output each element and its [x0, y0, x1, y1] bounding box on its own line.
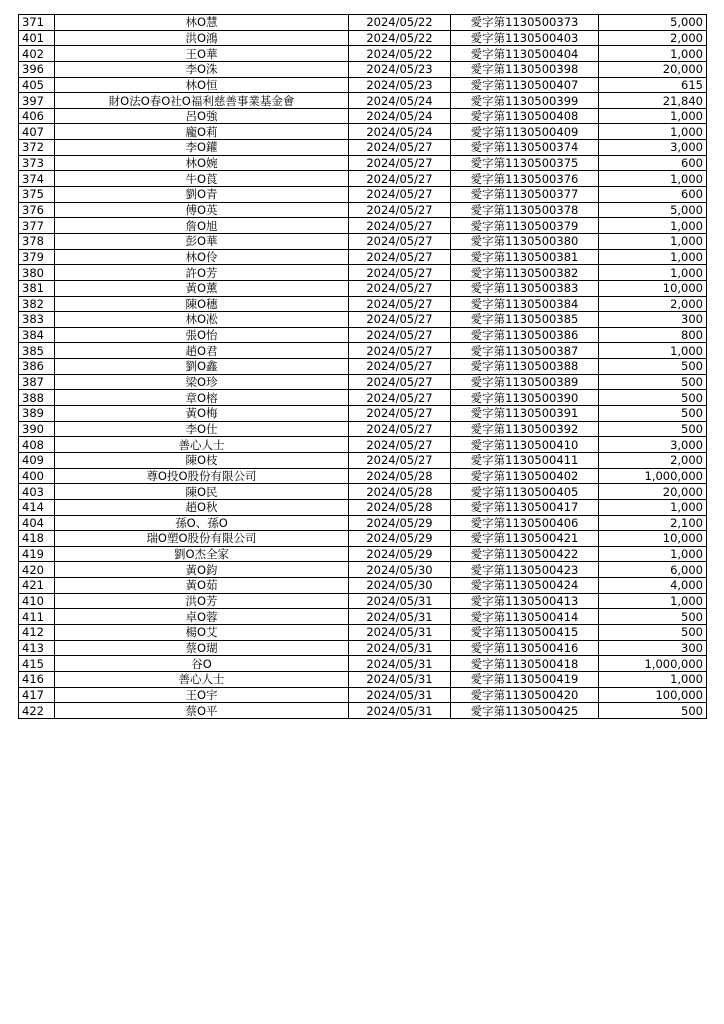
- record-number-cell: 375: [19, 187, 55, 203]
- donor-name-cell: 章O榕: [55, 390, 349, 406]
- table-row: [19, 359, 707, 375]
- donor-name-cell: 趙O秋: [55, 499, 349, 515]
- donor-name-cell: 李O洙: [55, 61, 349, 77]
- receipt-number-cell: 愛字第1130500413: [451, 593, 599, 609]
- record-number-cell: 384: [19, 327, 55, 343]
- receipt-number-cell: 愛字第1130500389: [451, 374, 599, 390]
- donation-amount-cell: 1,000: [599, 218, 707, 234]
- receipt-number-cell: 愛字第1130500378: [451, 202, 599, 218]
- donation-date-cell: 2024/05/31: [349, 624, 451, 640]
- receipt-number-cell: 愛字第1130500414: [451, 609, 599, 625]
- donation-date-cell: 2024/05/23: [349, 77, 451, 93]
- receipt-number-cell: 愛字第1130500418: [451, 656, 599, 672]
- record-number-cell: 386: [19, 359, 55, 375]
- receipt-number-cell: 愛字第1130500384: [451, 296, 599, 312]
- record-number-cell: 372: [19, 140, 55, 156]
- table-row: [19, 312, 707, 328]
- donor-name-cell: 劉O青: [55, 187, 349, 203]
- donation-date-cell: 2024/05/27: [349, 280, 451, 296]
- donor-name-cell: 牛O莨: [55, 171, 349, 187]
- table-row: [19, 77, 707, 93]
- table-row: [19, 108, 707, 124]
- receipt-number-cell: 愛字第1130500422: [451, 546, 599, 562]
- donor-name-cell: 蔡O平: [55, 703, 349, 719]
- donor-name-cell: 瑞O塑O股份有限公司: [55, 531, 349, 547]
- record-number-cell: 382: [19, 296, 55, 312]
- donor-name-cell: 梁O珍: [55, 374, 349, 390]
- donation-amount-cell: 20,000: [599, 61, 707, 77]
- donation-date-cell: 2024/05/27: [349, 327, 451, 343]
- record-number-cell: 402: [19, 46, 55, 62]
- donation-table: [18, 14, 707, 719]
- receipt-number-cell: 愛字第1130500379: [451, 218, 599, 234]
- table-row: [19, 218, 707, 234]
- donation-date-cell: 2024/05/27: [349, 140, 451, 156]
- donor-name-cell: 孫O、孫O: [55, 515, 349, 531]
- receipt-number-cell: 愛字第1130500407: [451, 77, 599, 93]
- table-row: [19, 140, 707, 156]
- donation-date-cell: 2024/05/27: [349, 296, 451, 312]
- receipt-number-cell: 愛字第1130500417: [451, 499, 599, 515]
- record-number-cell: 397: [19, 93, 55, 109]
- donation-amount-cell: 500: [599, 406, 707, 422]
- donation-amount-cell: 500: [599, 703, 707, 719]
- receipt-number-cell: 愛字第1130500420: [451, 687, 599, 703]
- receipt-number-cell: 愛字第1130500405: [451, 484, 599, 500]
- donation-amount-cell: 3,000: [599, 140, 707, 156]
- donor-name-cell: 許O芳: [55, 265, 349, 281]
- table-row: [19, 421, 707, 437]
- donation-amount-cell: 10,000: [599, 280, 707, 296]
- table-row: [19, 531, 707, 547]
- donor-name-cell: 呂O強: [55, 108, 349, 124]
- table-row: [19, 484, 707, 500]
- receipt-number-cell: 愛字第1130500408: [451, 108, 599, 124]
- record-number-cell: 390: [19, 421, 55, 437]
- donation-amount-cell: 800: [599, 327, 707, 343]
- donor-name-cell: 傅O英: [55, 202, 349, 218]
- record-number-cell: 407: [19, 124, 55, 140]
- donation-date-cell: 2024/05/27: [349, 171, 451, 187]
- table-row: [19, 202, 707, 218]
- donation-date-cell: 2024/05/27: [349, 265, 451, 281]
- receipt-number-cell: 愛字第1130500404: [451, 46, 599, 62]
- donation-date-cell: 2024/05/22: [349, 46, 451, 62]
- donation-amount-cell: 615: [599, 77, 707, 93]
- donation-amount-cell: 1,000,000: [599, 656, 707, 672]
- receipt-number-cell: 愛字第1130500399: [451, 93, 599, 109]
- record-number-cell: 383: [19, 312, 55, 328]
- donor-name-cell: 劉O杰全家: [55, 546, 349, 562]
- donation-amount-cell: 300: [599, 312, 707, 328]
- donor-name-cell: 尊O投O股份有限公司: [55, 468, 349, 484]
- record-number-cell: 416: [19, 671, 55, 687]
- record-number-cell: 380: [19, 265, 55, 281]
- table-row: [19, 452, 707, 468]
- record-number-cell: 421: [19, 578, 55, 594]
- table-row: [19, 468, 707, 484]
- table-row: [19, 515, 707, 531]
- record-number-cell: 406: [19, 108, 55, 124]
- receipt-number-cell: 愛字第1130500424: [451, 578, 599, 594]
- donation-date-cell: 2024/05/27: [349, 218, 451, 234]
- table-row: [19, 624, 707, 640]
- record-number-cell: 374: [19, 171, 55, 187]
- donation-amount-cell: 500: [599, 609, 707, 625]
- donation-amount-cell: 6,000: [599, 562, 707, 578]
- record-number-cell: 377: [19, 218, 55, 234]
- donation-amount-cell: 300: [599, 640, 707, 656]
- donation-date-cell: 2024/05/27: [349, 421, 451, 437]
- record-number-cell: 378: [19, 233, 55, 249]
- record-number-cell: 411: [19, 609, 55, 625]
- table-row: [19, 390, 707, 406]
- donor-name-cell: 善心人士: [55, 671, 349, 687]
- donation-date-cell: 2024/05/27: [349, 390, 451, 406]
- table-body: [19, 15, 707, 719]
- donation-amount-cell: 10,000: [599, 531, 707, 547]
- table-row: [19, 687, 707, 703]
- donation-amount-cell: 1,000: [599, 46, 707, 62]
- table-row: [19, 499, 707, 515]
- donation-date-cell: 2024/05/27: [349, 312, 451, 328]
- record-number-cell: 409: [19, 452, 55, 468]
- donation-amount-cell: 3,000: [599, 437, 707, 453]
- donor-name-cell: 陳O穗: [55, 296, 349, 312]
- donation-date-cell: 2024/05/29: [349, 546, 451, 562]
- record-number-cell: 420: [19, 562, 55, 578]
- table-row: [19, 374, 707, 390]
- donor-name-cell: 張O怡: [55, 327, 349, 343]
- table-row: [19, 656, 707, 672]
- donation-date-cell: 2024/05/27: [349, 187, 451, 203]
- donation-date-cell: 2024/05/27: [349, 202, 451, 218]
- record-number-cell: 404: [19, 515, 55, 531]
- donor-name-cell: 谷O: [55, 656, 349, 672]
- receipt-number-cell: 愛字第1130500419: [451, 671, 599, 687]
- donor-name-cell: 劉O鑫: [55, 359, 349, 375]
- table-row: [19, 30, 707, 46]
- receipt-number-cell: 愛字第1130500387: [451, 343, 599, 359]
- donation-amount-cell: 1,000: [599, 343, 707, 359]
- table-row: [19, 15, 707, 31]
- donor-name-cell: 黃O梅: [55, 406, 349, 422]
- donation-amount-cell: 1,000: [599, 249, 707, 265]
- donation-date-cell: 2024/05/22: [349, 30, 451, 46]
- table-row: [19, 187, 707, 203]
- receipt-number-cell: 愛字第1130500374: [451, 140, 599, 156]
- donation-date-cell: 2024/05/31: [349, 671, 451, 687]
- table-row: [19, 61, 707, 77]
- donation-amount-cell: 1,000: [599, 233, 707, 249]
- donation-amount-cell: 1,000: [599, 593, 707, 609]
- donation-date-cell: 2024/05/24: [349, 108, 451, 124]
- donation-amount-cell: 1,000: [599, 671, 707, 687]
- receipt-number-cell: 愛字第1130500390: [451, 390, 599, 406]
- record-number-cell: 396: [19, 61, 55, 77]
- donor-name-cell: 龐O莉: [55, 124, 349, 140]
- donation-amount-cell: 500: [599, 374, 707, 390]
- donor-name-cell: 黃O茹: [55, 578, 349, 594]
- receipt-number-cell: 愛字第1130500423: [451, 562, 599, 578]
- receipt-number-cell: 愛字第1130500425: [451, 703, 599, 719]
- record-number-cell: 412: [19, 624, 55, 640]
- donation-date-cell: 2024/05/31: [349, 640, 451, 656]
- record-number-cell: 376: [19, 202, 55, 218]
- table-row: [19, 249, 707, 265]
- donor-name-cell: 林O伶: [55, 249, 349, 265]
- receipt-number-cell: 愛字第1130500411: [451, 452, 599, 468]
- donation-amount-cell: 1,000: [599, 171, 707, 187]
- donor-name-cell: 林O凇: [55, 312, 349, 328]
- table-row: [19, 327, 707, 343]
- donation-date-cell: 2024/05/24: [349, 93, 451, 109]
- donation-amount-cell: 21,840: [599, 93, 707, 109]
- donor-name-cell: 陳O枝: [55, 452, 349, 468]
- donation-amount-cell: 500: [599, 624, 707, 640]
- donation-date-cell: 2024/05/27: [349, 406, 451, 422]
- record-number-cell: 405: [19, 77, 55, 93]
- table-row: [19, 671, 707, 687]
- donation-date-cell: 2024/05/27: [349, 452, 451, 468]
- donation-date-cell: 2024/05/30: [349, 562, 451, 578]
- donation-amount-cell: 5,000: [599, 202, 707, 218]
- record-number-cell: 408: [19, 437, 55, 453]
- donation-date-cell: 2024/05/28: [349, 499, 451, 515]
- receipt-number-cell: 愛字第1130500403: [451, 30, 599, 46]
- donation-amount-cell: 4,000: [599, 578, 707, 594]
- record-number-cell: 387: [19, 374, 55, 390]
- receipt-number-cell: 愛字第1130500382: [451, 265, 599, 281]
- record-number-cell: 389: [19, 406, 55, 422]
- record-number-cell: 413: [19, 640, 55, 656]
- record-number-cell: 410: [19, 593, 55, 609]
- donation-date-cell: 2024/05/28: [349, 484, 451, 500]
- donor-name-cell: 林O慧: [55, 15, 349, 31]
- donation-date-cell: 2024/05/31: [349, 609, 451, 625]
- donor-name-cell: 詹O旭: [55, 218, 349, 234]
- record-number-cell: 415: [19, 656, 55, 672]
- record-number-cell: 381: [19, 280, 55, 296]
- table-row: [19, 155, 707, 171]
- table-row: [19, 343, 707, 359]
- donation-date-cell: 2024/05/27: [349, 437, 451, 453]
- record-number-cell: 373: [19, 155, 55, 171]
- receipt-number-cell: 愛字第1130500388: [451, 359, 599, 375]
- donor-name-cell: 趙O君: [55, 343, 349, 359]
- donor-name-cell: 洪O芳: [55, 593, 349, 609]
- table-row: [19, 609, 707, 625]
- receipt-number-cell: 愛字第1130500385: [451, 312, 599, 328]
- record-number-cell: 379: [19, 249, 55, 265]
- table-row: [19, 265, 707, 281]
- donation-date-cell: 2024/05/27: [349, 374, 451, 390]
- donor-name-cell: 林O恒: [55, 77, 349, 93]
- table-row: [19, 593, 707, 609]
- donation-amount-cell: 2,000: [599, 296, 707, 312]
- donation-amount-cell: 2,000: [599, 30, 707, 46]
- donor-name-cell: 王O華: [55, 46, 349, 62]
- donation-amount-cell: 2,100: [599, 515, 707, 531]
- table-row: [19, 546, 707, 562]
- table-row: [19, 46, 707, 62]
- donor-name-cell: 卓O蓉: [55, 609, 349, 625]
- donor-name-cell: 陳O民: [55, 484, 349, 500]
- record-number-cell: 418: [19, 531, 55, 547]
- table-row: [19, 578, 707, 594]
- record-number-cell: 403: [19, 484, 55, 500]
- donor-name-cell: 林O婉: [55, 155, 349, 171]
- donation-amount-cell: 1,000: [599, 546, 707, 562]
- receipt-number-cell: 愛字第1130500377: [451, 187, 599, 203]
- donation-amount-cell: 600: [599, 187, 707, 203]
- donor-name-cell: 財O法O春O社O福利慈善事業基金會: [55, 93, 349, 109]
- record-number-cell: 401: [19, 30, 55, 46]
- donor-name-cell: 李O鑵: [55, 140, 349, 156]
- table-row: [19, 703, 707, 719]
- receipt-number-cell: 愛字第1130500380: [451, 233, 599, 249]
- donation-date-cell: 2024/05/27: [349, 155, 451, 171]
- receipt-number-cell: 愛字第1130500381: [451, 249, 599, 265]
- table-row: [19, 640, 707, 656]
- donation-amount-cell: 5,000: [599, 15, 707, 31]
- donation-date-cell: 2024/05/27: [349, 343, 451, 359]
- donor-name-cell: 黃O薰: [55, 280, 349, 296]
- receipt-number-cell: 愛字第1130500410: [451, 437, 599, 453]
- table-row: [19, 124, 707, 140]
- receipt-number-cell: 愛字第1130500409: [451, 124, 599, 140]
- donation-date-cell: 2024/05/22: [349, 15, 451, 31]
- donor-name-cell: 楊O艾: [55, 624, 349, 640]
- table-row: [19, 562, 707, 578]
- donation-amount-cell: 1,000: [599, 499, 707, 515]
- receipt-number-cell: 愛字第1130500373: [451, 15, 599, 31]
- table-row: [19, 171, 707, 187]
- donor-name-cell: 彭O華: [55, 233, 349, 249]
- donation-date-cell: 2024/05/29: [349, 531, 451, 547]
- donation-amount-cell: 1,000: [599, 108, 707, 124]
- receipt-number-cell: 愛字第1130500392: [451, 421, 599, 437]
- donor-name-cell: 王O宇: [55, 687, 349, 703]
- donor-name-cell: 洪O鴻: [55, 30, 349, 46]
- table-row: [19, 93, 707, 109]
- donor-name-cell: 善心人士: [55, 437, 349, 453]
- table-row: [19, 406, 707, 422]
- receipt-number-cell: 愛字第1130500421: [451, 531, 599, 547]
- receipt-number-cell: 愛字第1130500386: [451, 327, 599, 343]
- donation-date-cell: 2024/05/28: [349, 468, 451, 484]
- receipt-number-cell: 愛字第1130500416: [451, 640, 599, 656]
- table-row: [19, 233, 707, 249]
- receipt-number-cell: 愛字第1130500398: [451, 61, 599, 77]
- donation-date-cell: 2024/05/29: [349, 515, 451, 531]
- donation-amount-cell: 1,000: [599, 124, 707, 140]
- record-number-cell: 419: [19, 546, 55, 562]
- record-number-cell: 385: [19, 343, 55, 359]
- table-row: [19, 437, 707, 453]
- donation-date-cell: 2024/05/31: [349, 656, 451, 672]
- donation-date-cell: 2024/05/31: [349, 687, 451, 703]
- donation-date-cell: 2024/05/24: [349, 124, 451, 140]
- donation-amount-cell: 500: [599, 390, 707, 406]
- receipt-number-cell: 愛字第1130500415: [451, 624, 599, 640]
- donation-amount-cell: 600: [599, 155, 707, 171]
- receipt-number-cell: 愛字第1130500375: [451, 155, 599, 171]
- donation-amount-cell: 1,000,000: [599, 468, 707, 484]
- donor-name-cell: 蔡O瑚: [55, 640, 349, 656]
- table-row: [19, 280, 707, 296]
- receipt-number-cell: 愛字第1130500376: [451, 171, 599, 187]
- donation-amount-cell: 2,000: [599, 452, 707, 468]
- record-number-cell: 388: [19, 390, 55, 406]
- donation-date-cell: 2024/05/31: [349, 703, 451, 719]
- donor-name-cell: 李O仕: [55, 421, 349, 437]
- record-number-cell: 417: [19, 687, 55, 703]
- record-number-cell: 422: [19, 703, 55, 719]
- donation-date-cell: 2024/05/27: [349, 359, 451, 375]
- donation-date-cell: 2024/05/27: [349, 249, 451, 265]
- donation-amount-cell: 500: [599, 359, 707, 375]
- donation-date-cell: 2024/05/27: [349, 233, 451, 249]
- donation-amount-cell: 1,000: [599, 265, 707, 281]
- table-row: [19, 296, 707, 312]
- record-number-cell: 414: [19, 499, 55, 515]
- record-number-cell: 371: [19, 15, 55, 31]
- donation-date-cell: 2024/05/30: [349, 578, 451, 594]
- donation-amount-cell: 20,000: [599, 484, 707, 500]
- receipt-number-cell: 愛字第1130500383: [451, 280, 599, 296]
- donation-date-cell: 2024/05/23: [349, 61, 451, 77]
- record-number-cell: 400: [19, 468, 55, 484]
- receipt-number-cell: 愛字第1130500402: [451, 468, 599, 484]
- receipt-number-cell: 愛字第1130500391: [451, 406, 599, 422]
- donor-name-cell: 黃O鈞: [55, 562, 349, 578]
- donation-date-cell: 2024/05/31: [349, 593, 451, 609]
- donation-amount-cell: 100,000: [599, 687, 707, 703]
- receipt-number-cell: 愛字第1130500406: [451, 515, 599, 531]
- donation-amount-cell: 500: [599, 421, 707, 437]
